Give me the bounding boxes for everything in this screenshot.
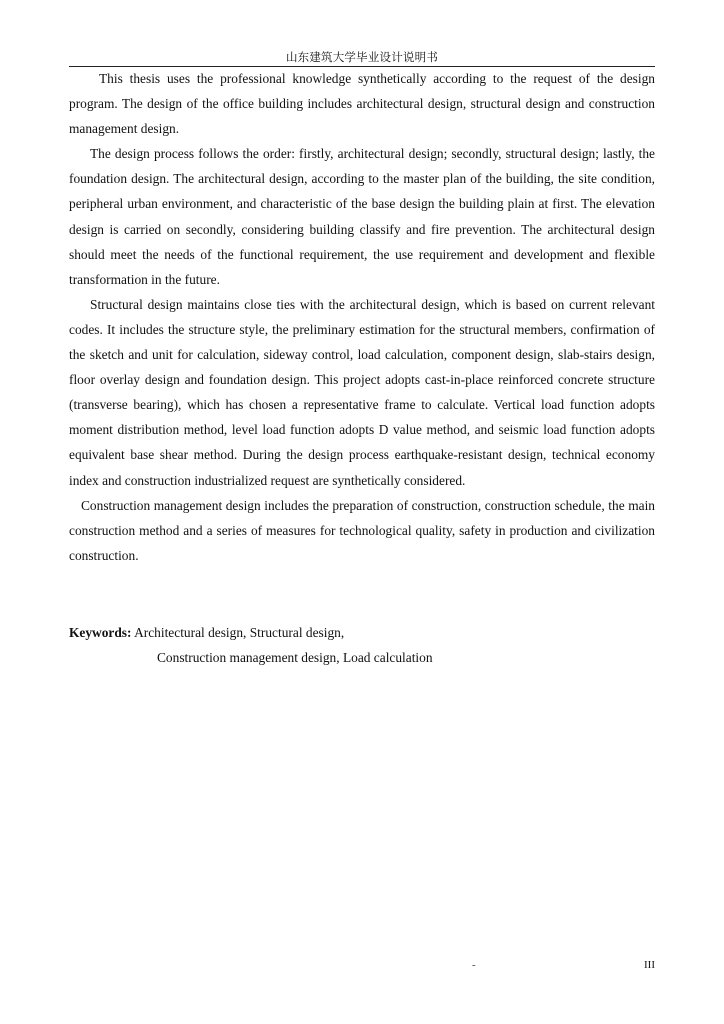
keywords-block — [69, 620, 655, 670]
page-number: III — [644, 959, 655, 971]
abstract-paragraph-3: Structural design maintains close ties with the architectural design, which is based on current relevant codes. It includes the structure style, the preliminary estimation for the structural members, confirmation of the sketch and unit for calculation, sideway control, load calculation, component design, slab-stairs design, floor overlay design and foundation design. This project adopts cast-in-place reinforced concrete structure (transverse bearing), which has chosen a representative frame to calculate. Vertical load function adopts moment distribution method, level load function adopts D value method, and seismic load function adopts equivalent base shear method. During the design process earthquake-resistant design, technical economy index and construction industrialized request are synthetically considered. — [69, 296, 655, 488]
footer-dash: - — [472, 959, 476, 971]
keywords-label: Keywords: — [69, 625, 132, 640]
keywords-line-2: Construction management design, Load calculation — [157, 650, 433, 666]
abstract-paragraph-1: This thesis uses the professional knowledge synthetically according to the request of the design program. The design of the office building includes architectural design, structural design and construction management design. — [69, 71, 655, 137]
abstract-paragraph-4: Construction management design includes the preparation of construction, construction schedule, the main construction method and a series of measures for technological quality, safety in production and civilization construction. — [69, 497, 655, 563]
keywords-line-1: Architectural design, Structural design, — [134, 625, 345, 640]
keywords-row-1 — [69, 620, 655, 645]
abstract-body — [69, 66, 655, 568]
page-header-title: 山东建筑大学毕业设计说明书 — [285, 50, 439, 64]
abstract-paragraph-2: The design process follows the order: firstly, architectural design; secondly, structural design; lastly, the foundation design. The architectural design, according to the master plan of the building, the site condition, peripheral urban environment, and characteristic of the base design the building plain at first. The elevation design is carried on secondly, considering building classify and fire prevention. The architectural design should meet the needs of the functional requirement, the use requirement and development and flexible transformation in the future. — [69, 146, 655, 287]
